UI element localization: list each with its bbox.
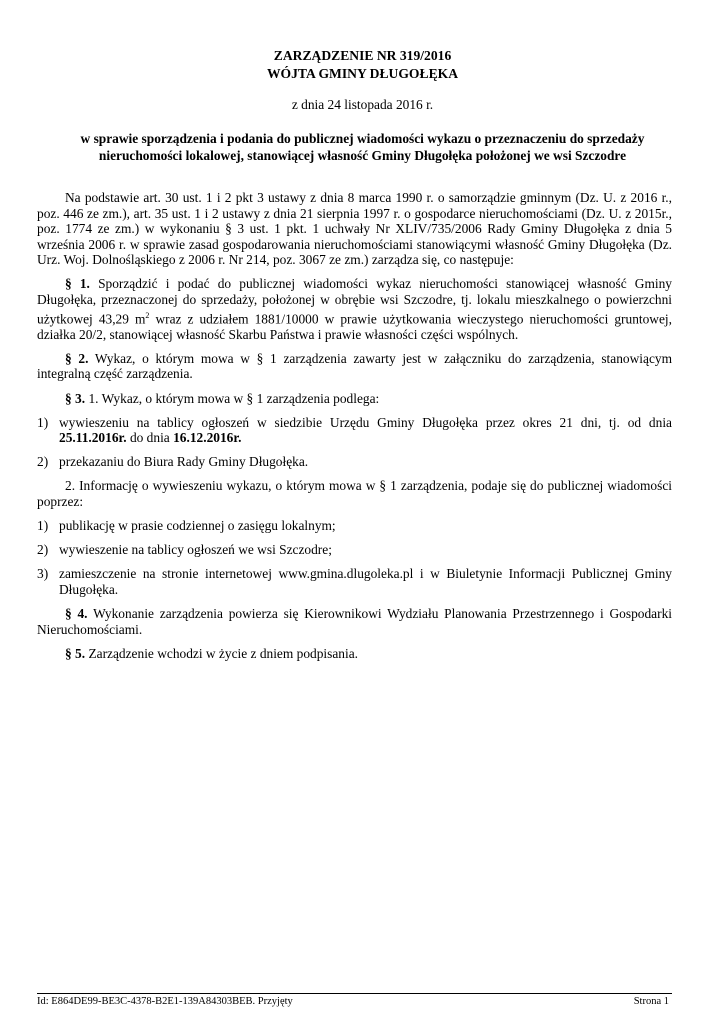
list-item-text: przekazaniu do Biura Rady Gminy Długołęka. xyxy=(59,454,309,470)
title-line-1: ZARZĄDZENIE NR 319/2016 xyxy=(273,48,452,63)
document-date: z dnia 24 listopada 2016 r. xyxy=(291,97,434,112)
paragraph-4-label: § 4. xyxy=(65,605,88,621)
paragraph-2-label: § 2. xyxy=(65,350,89,366)
paragraph-5-label: § 5. xyxy=(65,645,86,661)
paragraph-3-text: 1. Wykaz, o którym mowa w § 1 zarządzenia podlega: xyxy=(85,390,380,406)
paragraph-3-label: § 3. xyxy=(65,390,86,406)
paragraph-1-label: § 1. xyxy=(65,276,90,292)
document-subject xyxy=(70,130,655,164)
footer-divider xyxy=(37,993,672,994)
list-item-text-a: wywieszeniu na tablicy ogłoszeń w siedzibie Urzędu Gminy Długołęka przez okres 21 dni, tj. od dnia xyxy=(59,414,672,430)
list-item-number: 2) xyxy=(37,542,49,558)
paragraph-5-text: Zarządzenie wchodzi w życie z dniem podpisania. xyxy=(85,645,358,661)
paragraph-2-text: Wykaz, o którym mowa w § 1 zarządzenia zawarty jest w załączniku do zarządzenia, stanowiącym integralną część zarządzenia. xyxy=(37,350,673,382)
list-item-number: 2) xyxy=(37,454,49,470)
list-item-number: 3) xyxy=(37,566,49,582)
list-item-number: 1) xyxy=(37,414,49,430)
page-number: Strona 1 xyxy=(633,996,669,1007)
paragraph-4-text: Wykonanie zarządzenia powierza się Kierownikowi Wydziału Planowania Przestrzennego i Gospodarki Nieruchomościami. xyxy=(37,605,672,637)
subject-line-1: w sprawie sporządzenia i podania do publicznej wiadomości wykazu o przeznaczeniu do sprzedaży xyxy=(80,131,645,146)
list-item xyxy=(37,566,672,597)
end-date: 16.12.2016r. xyxy=(173,430,242,446)
list-item xyxy=(37,518,672,534)
document-id: Id: E864DE99-BE3C-4378-B2E1-139A84303BEB. Przyjęty xyxy=(37,996,293,1007)
list-item-number: 1) xyxy=(37,518,49,534)
paragraph-4 xyxy=(37,606,672,637)
paragraph-3 xyxy=(37,391,672,407)
paragraph-1-sup: 2 xyxy=(145,310,150,320)
paragraph-3-point-2: 2. Informację o wywieszeniu wykazu, o którym mowa w § 1 zarządzenia, podaje się do publicznej wiadomości poprzez: xyxy=(37,478,672,509)
title-line-2: WÓJTA GMINY DŁUGOŁĘKA xyxy=(266,66,459,81)
list-item-text: wywieszenie na tablicy ogłoszeń we wsi Szczodre; xyxy=(59,542,332,558)
start-date: 25.11.2016r. xyxy=(59,430,127,446)
list-item xyxy=(37,454,672,470)
list-item-text: zamieszczenie na stronie internetowej www.gmina.dlugoleka.pl i w Biuletynie Informacji Publicznej Gminy Długołęka. xyxy=(59,566,672,597)
paragraph-5 xyxy=(37,646,672,662)
paragraph-1-text-a: Sporządzić i podać do publicznej wiadomości wykaz nieruchomości stanowiącej własność Gminy Długołęka, przeznaczonej do sprzedaży, położonej w obrębie wsi Szczodre, tj. lokalu mieszkalnego o powierzchni użytkowej 43,29 m xyxy=(37,276,672,327)
paragraph-1-text-b: wraz z udziałem 1881/10000 w prawie użytkowania wieczystego nieruchomości gruntowej, działka 20/2, stanowiącej własność Skarbu Państwa i prawie własności części wspólnych. xyxy=(37,311,672,342)
document-body xyxy=(37,190,672,670)
list-item xyxy=(37,542,672,558)
subject-line-2: nieruchomości lokalowej, stanowiącej własność Gminy Długołęka położonej we wsi Szczodre xyxy=(98,148,627,163)
list-item xyxy=(37,415,672,446)
paragraph-1 xyxy=(37,276,672,342)
list-item-text: publikację w prasie codziennej o zasięgu lokalnym; xyxy=(59,518,336,534)
preamble: Na podstawie art. 30 ust. 1 i 2 pkt 3 ustawy z dnia 8 marca 1990 r. o samorządzie gminnym (Dz. U. z 2016 r., poz. 446 ze zm.), art. 35 ust. 1 i 2 ustawy z dnia 21 sierpnia 1997 r. o gospodarce nieruchomościami (Dz. U. z 2015r., poz. 1774 ze zm.) w wykonaniu § 3 ust. 1 pkt. 1 uchwały Nr XLIV/735/2006 Rady Gminy Długołęka z dnia 5 września 2006 r. w sprawie zasad gospodarowania nieruchomościami stanowiącymi własność Gminy Długołęka (Dz. Urz. Woj. Dolnośląskiego z 2006 r. Nr 214, poz. 3067 ze zm.) zarządza się, co następuje: xyxy=(37,190,672,268)
paragraph-2 xyxy=(37,351,672,382)
list-item-text-b: do dnia xyxy=(126,430,174,446)
